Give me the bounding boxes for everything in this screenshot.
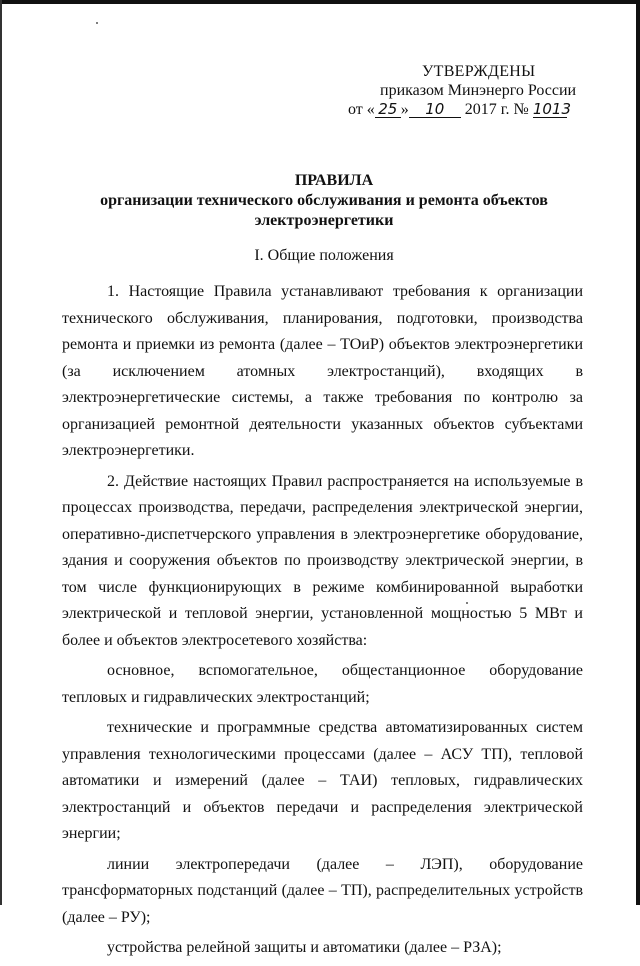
scan-edge-top: [0, 0, 640, 4]
list-item-lep: линии электропередачи (далее – ЛЭП), оборудование трансформаторных подстанций (далее – ТП), распределительных устройств (далее – РУ);: [62, 855, 583, 926]
scan-speck: [96, 22, 98, 24]
approval-from-prefix: от «: [348, 101, 375, 118]
approval-title: УТВЕРЖДЕНЫ: [422, 63, 536, 80]
handwritten-month: 10: [409, 102, 461, 118]
approval-order: приказом Минэнерго России: [380, 82, 577, 99]
list-item-rza: устройства релейной защиты и автоматики (далее – РЗА);: [107, 939, 502, 956]
handwritten-day: 25: [375, 102, 401, 118]
approval-block: [340, 62, 620, 119]
list-item-equipment: основное, вспомогательное, общестанционное оборудование тепловых и гидравлических электростанций;: [62, 662, 583, 706]
paragraph-1: 1. Настоящие Правила устанавливают требования к организации технического обслуживания, планирования, подготовки, производства ремонта и приемки из ремонта (далее – ТОиР) объектов электроэнергетики (за исключением атомных электростанций), входящих в электроэнергетические системы, а также требования по контролю за организацией ремонтной деятельности указанных объектов субъектами электроэнергетики.: [62, 283, 583, 459]
title-line-3: электроэнергетики: [254, 212, 394, 229]
title-line-2: организации технического обслуживания и ремонта объектов: [100, 192, 548, 209]
scan-edge-left: [0, 0, 2, 905]
paragraph-2: 2. Действие настоящих Правил распространяется на используемые в процессах производства, передачи, распределения электрической энергии, оперативно-диспетчерского управления в электроэнергетике оборудование, здания и сооружения объектов по производству электрической энергии, в том числе функционирующих в режиме комбинированной выработки электрической и тепловой энергии, установленной мощностью 5 МВт и более и объектов электросетевого хозяйства:: [62, 472, 583, 649]
document-title: [0, 171, 640, 231]
handwritten-order-number: 1013: [532, 100, 571, 118]
list-item-asu-tp: технические и программные средства автоматизированных систем управления технологическими процессами (далее – АСУ ТП), тепловой автоматики и измерений (далее – ТАИ) тепловых, гидравлических электростанций и объектов передачи и распределения электрической энергии;: [62, 719, 583, 842]
approval-date-line: [340, 100, 620, 119]
scan-edge-right: [636, 0, 640, 905]
approval-year: 2017 г. №: [460, 101, 533, 118]
document-body: [62, 279, 583, 966]
approval-quote-close: »: [400, 101, 409, 118]
section-heading: I. Общие положения: [254, 247, 394, 264]
title-line-1: ПРАВИЛА: [294, 172, 374, 189]
